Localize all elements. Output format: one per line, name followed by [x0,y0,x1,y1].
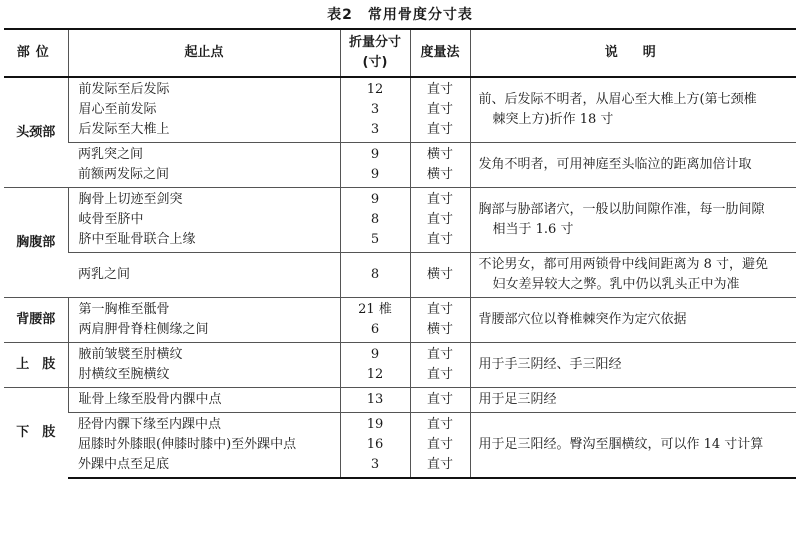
note-text: 胸部与胁部诸穴，一般以肋间隙作准，每一肋间隙 [478,202,765,217]
measure-value: 5 [370,232,380,247]
measure-method: 横寸 [426,267,453,282]
method-cell [410,253,470,298]
note-text: 妇女差异较大之弊。乳中仍以乳头正中为准 [492,277,740,292]
start-end-point: 屈膝时外膝眼(伸膝时膝中)至外踝中点 [78,437,297,452]
method-cell [410,188,470,253]
measure-method: 横寸 [426,322,453,337]
method-cell [410,77,470,143]
note-cell [470,343,796,388]
note-text: 发角不明者，可用神庭至头临泣的距离加倍计取 [478,157,752,172]
value-cell [340,413,410,479]
note-text: 相当于 1.6 寸 [492,222,574,237]
table-row [4,77,796,143]
header-row [4,29,796,77]
measure-method: 直寸 [426,392,453,407]
points-cell [68,253,340,298]
measure-value: 16 [366,437,384,452]
note-cell [470,143,796,188]
measure-method: 横寸 [426,167,453,182]
note-cell [470,253,796,298]
start-end-point: 两肩胛骨脊柱侧缘之间 [78,322,209,337]
start-end-point: 两乳之间 [78,267,131,282]
start-end-point: 两乳突之间 [78,147,144,162]
measure-method: 直寸 [426,122,453,137]
value-cell [340,343,410,388]
table-row [4,143,796,188]
note-cell [470,413,796,479]
method-cell [410,388,470,413]
measure-method: 直寸 [426,102,453,117]
header-unit [340,29,410,77]
table-caption: 表2 常用骨度分寸表 [327,7,473,23]
value-cell [340,77,410,143]
measure-method: 直寸 [426,232,453,247]
measure-method: 直寸 [426,302,453,317]
table-row [4,253,796,298]
note-text: 用于足三阳经。臀沟至腘横纹，可以作 14 寸计算 [478,437,764,452]
note-text: 用于手三阴经、手三阳经 [478,357,622,372]
note-text: 棘突上方)折作 18 寸 [492,112,614,127]
start-end-point: 后发际至大椎上 [78,122,170,137]
value-cell [340,188,410,253]
start-end-point: 外踝中点至足底 [78,457,170,472]
points-cell [68,298,340,343]
points-cell [68,413,340,479]
start-end-point: 眉心至前发际 [78,102,157,117]
method-cell [410,143,470,188]
header-note: 说 明 [470,29,796,77]
measure-method: 直寸 [426,417,453,432]
header-method: 度量法 [410,29,470,77]
start-end-point: 肘横纹至腕横纹 [78,367,170,382]
note-text: 用于足三阴经 [478,392,557,407]
points-cell [68,343,340,388]
header-unit-line1: 折量分寸 [348,35,401,50]
points-cell [68,143,340,188]
table-row [4,298,796,343]
value-cell [340,298,410,343]
points-cell [68,388,340,413]
body-part-label: 下 肢 [4,388,68,479]
start-end-point: 岐骨至脐中 [78,212,144,227]
header-points: 起止点 [68,29,340,77]
measure-value: 12 [366,367,384,382]
start-end-point: 胫骨内髁下缘至内踝中点 [78,417,222,432]
measure-value: 3 [370,102,380,117]
note-text: 背腰部穴位以脊椎棘突作为定穴依据 [478,312,687,327]
value-cell [340,143,410,188]
measure-value: 8 [370,267,380,282]
note-cell [470,77,796,143]
measure-value: 19 [366,417,384,432]
value-cell [340,253,410,298]
measure-method: 直寸 [426,212,453,227]
method-cell [410,343,470,388]
start-end-point: 耻骨上缘至股骨内髁中点 [78,392,222,407]
measure-method: 直寸 [426,437,453,452]
table-body [4,77,796,478]
points-cell [68,77,340,143]
value-cell [340,388,410,413]
measure-value: 13 [366,392,384,407]
body-part-label: 背腰部 [4,298,68,343]
measure-method: 直寸 [426,367,453,382]
measure-value: 6 [370,322,380,337]
body-part-label: 胸腹部 [4,188,68,298]
bone-measurement-table [4,28,796,479]
method-cell [410,298,470,343]
note-cell [470,298,796,343]
measure-value: 9 [370,192,380,207]
start-end-point: 腋前皱襞至肘横纹 [78,347,183,362]
measure-value: 3 [370,457,380,472]
note-cell [470,388,796,413]
measure-method: 直寸 [426,192,453,207]
start-end-point: 脐中至耻骨联合上缘 [78,232,196,247]
measure-method: 直寸 [426,347,453,362]
measure-value: 9 [370,147,380,162]
measure-value: 8 [370,212,380,227]
start-end-point: 前额两发际之间 [78,167,170,182]
measure-value: 12 [366,82,384,97]
measure-value: 9 [370,347,380,362]
body-part-label: 头颈部 [4,77,68,188]
table-row [4,413,796,479]
table-row [4,388,796,413]
start-end-point: 前发际至后发际 [78,82,170,97]
note-cell [470,188,796,253]
method-cell [410,413,470,479]
measure-method: 横寸 [426,147,453,162]
measure-method: 直寸 [426,82,453,97]
table-row [4,188,796,253]
measure-value: 3 [370,122,380,137]
header-part: 部位 [4,29,68,77]
measure-value: 21 椎 [358,302,392,317]
start-end-point: 胸骨上切迹至剑突 [78,192,183,207]
note-text: 不论男女，都可用两锁骨中线间距离为 8 寸，避免 [478,257,769,272]
header-unit-line2: (寸) [362,55,388,70]
measure-value: 9 [370,167,380,182]
measure-method: 直寸 [426,457,453,472]
body-part-label: 上 肢 [4,343,68,388]
table-row [4,343,796,388]
points-cell [68,188,340,253]
start-end-point: 第一胸椎至骶骨 [78,302,170,317]
note-text: 前、后发际不明者，从眉心至大椎上方(第七颈椎 [478,92,757,107]
